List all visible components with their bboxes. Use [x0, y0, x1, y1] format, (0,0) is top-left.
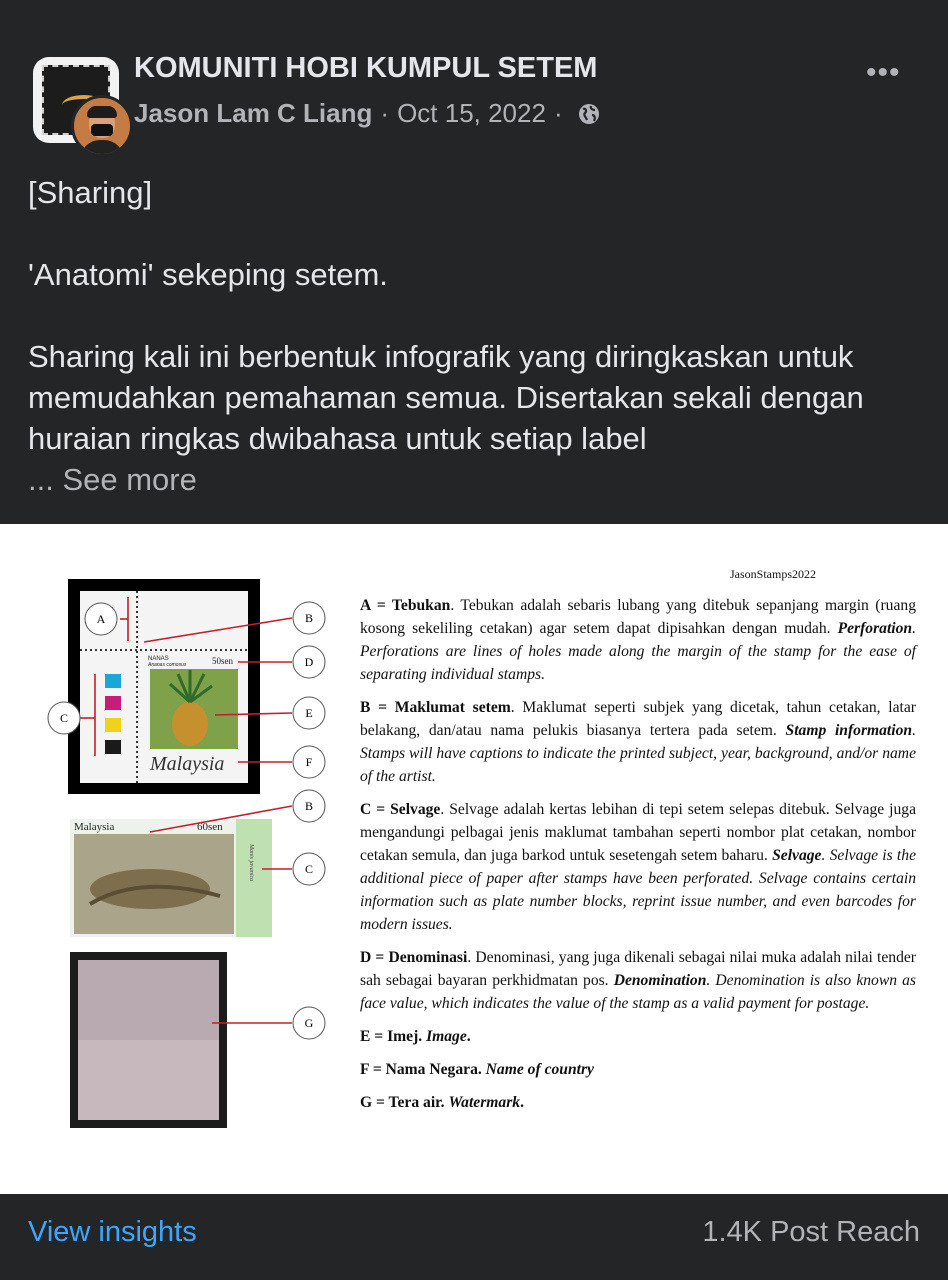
yellow-swatch — [105, 718, 121, 732]
label-d: D — [304, 655, 314, 669]
stamp-b-value: 60sen — [197, 821, 223, 833]
post-line: 'Anatomi' sekeping setem. — [28, 257, 388, 292]
post-date[interactable]: Oct 15, 2022 — [397, 98, 546, 128]
label-e: E — [305, 706, 313, 720]
label-f: F — [305, 755, 313, 769]
entry-b: B = Maklumat setem. Maklumat seperti subjek yang dicetak, tahun cetakan, latar belakang, dan/atau nama pelukis biasanya tertera pada setem. Stamp information. Stamps will have captions to indicate the printed subject, year, background, and/or name of the artist. — [360, 699, 916, 785]
more-options-icon[interactable]: ••• — [866, 56, 901, 89]
group-avatar-stack[interactable] — [33, 57, 128, 152]
post-body — [28, 172, 928, 500]
infographic-image[interactable] — [0, 524, 948, 1194]
see-more-link[interactable]: ... See more — [28, 462, 197, 497]
post-reach-count: 1.4K Post Reach — [702, 1216, 920, 1248]
entry-e: E = Imej. Image. — [360, 1028, 471, 1045]
avatar-hair — [87, 106, 117, 118]
entry-c: C = Selvage. Selvage adalah kertas lebihan di tepi setem selepas ditebuk. Selvage juga mengandungi pelbagai jenis maklumat tambahan seperti nombor plat cetakan, nombor cetakan semula, dan juga barkod untuk sesetengah setem baharu. Selvage. Selvage is the additional piece of paper after stamps have been perforated. Selvage contains certain information such as plate number blocks, reprint issue number, and even barcodes for modern issues. — [360, 801, 916, 933]
meta-separator: · — [553, 98, 563, 128]
stamp-g-watermark-lower — [78, 1040, 219, 1120]
label-c: C — [59, 711, 69, 725]
post-meta — [134, 98, 601, 129]
entry-f: F = Nama Negara. Name of country — [360, 1061, 594, 1078]
label-g: G — [304, 1016, 314, 1030]
infographic-credit: JasonStamps2022 — [730, 567, 817, 581]
stamp-b-country: Malaysia — [74, 821, 115, 833]
author-avatar[interactable] — [71, 95, 133, 157]
cyan-swatch — [105, 674, 121, 688]
magenta-swatch — [105, 696, 121, 710]
globe-icon — [577, 102, 601, 126]
stamp-a-country: Malaysia — [150, 753, 225, 775]
post-header — [0, 0, 948, 160]
group-name-link[interactable]: KOMUNITI HOBI KUMPUL SETEM — [134, 52, 598, 84]
infographic-descriptions — [360, 594, 916, 1124]
avatar-mask — [91, 124, 113, 136]
entry-a: A = Tebukan. Tebukan adalah sebaris lubang yang ditebuk sepanjang margin (ruang kosong sekeliling cetakan) agar setem dapat dipisahkan dengan mudah. Perforation. Perforations are lines of holes made along the margin of the stamp for the ease of separating individual stamps. — [360, 597, 916, 683]
stamp-b-selvage-text: Manis javanica — [248, 844, 254, 882]
label-b: B — [304, 611, 314, 625]
stamp-a-subject: NANAS — [148, 656, 169, 662]
post-line: Sharing kali ini berbentuk infografik yang diringkaskan untuk memudahkan pemahaman semua. Disertakan sekali dengan huraian ringkas dwibahasa untuk setiap label — [28, 339, 864, 456]
stamp-diagram — [0, 524, 348, 1194]
post-footer — [0, 1194, 948, 1280]
blank-line — [28, 213, 928, 254]
pineapple-fruit — [172, 702, 208, 746]
post-line: [Sharing] — [28, 175, 153, 210]
stamp-a-value: 50sen — [212, 656, 233, 666]
label-b2: B — [304, 799, 314, 813]
blank-line — [28, 295, 928, 336]
meta-separator: · — [380, 98, 390, 128]
avatar-body — [80, 140, 124, 157]
entry-d: D = Denominasi. Denominasi, yang juga dikenali sebagai nilai muka adalah nilai tender sah sebagai bayaran perkhidmatan pos. Denomination. Denomination is also known as face value, which indicates the value of the stamp as a valid payment for postage. — [360, 949, 916, 1012]
label-c2: C — [304, 862, 314, 876]
author-name-link[interactable]: Jason Lam C Liang — [134, 98, 373, 128]
stamp-a-species: Ananas comosus — [148, 662, 187, 668]
label-a: A — [96, 612, 106, 626]
entry-g: G = Tera air. Watermark. — [360, 1094, 524, 1111]
view-insights-link[interactable]: View insights — [28, 1216, 197, 1248]
black-swatch — [105, 740, 121, 754]
